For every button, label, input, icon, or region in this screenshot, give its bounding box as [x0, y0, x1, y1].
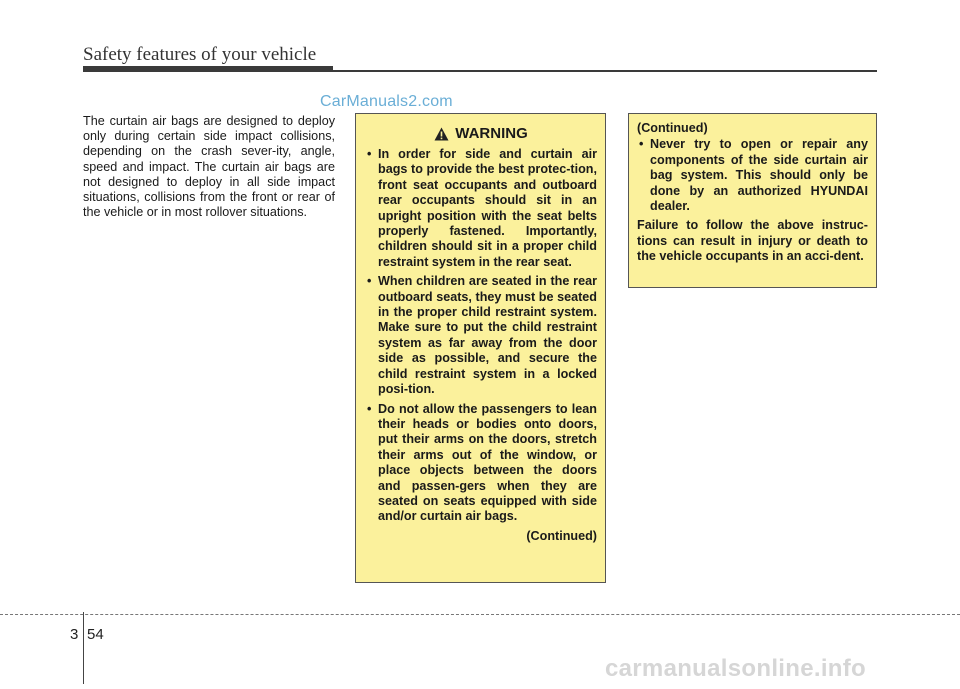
warning-heading-text: WARNING	[455, 125, 528, 143]
warning-heading	[365, 124, 597, 144]
footer-dashed-line	[0, 614, 960, 615]
footer-vertical-line	[83, 612, 84, 684]
warning-closing-text: Failure to follow the above instruc-tions can result in injury or death to the vehicle occupants in an acci-dent.	[637, 218, 868, 264]
chapter-number: 3	[70, 626, 79, 643]
warning-box-right	[628, 113, 877, 288]
warning-list-right	[637, 137, 868, 214]
header-bar-dark	[83, 66, 333, 72]
warning-triangle-icon	[434, 127, 449, 141]
page-number: 54	[87, 626, 104, 643]
warning-item: • In order for side and curtain air bags to provide the best protec-tion, front seat occupants and outboard rear occupants should sit in an upright position with the seat belts properly fastened. Importantly, children should sit in a proper child restraint system in the rear seat.	[365, 147, 597, 270]
warning-item: • When children are seated in the rear outboard seats, they must be seated in the proper child restraint system. Make sure to put the child restraint system as far away from the door side as possible, and secure the child restraint system in a locked posi-tion.	[365, 274, 597, 397]
body-paragraph: The curtain air bags are designed to deploy only during certain side impact collisions, depending on the crash sever-ity, angle, speed and impact. The curtain air bags are not designed to deploy in all side impact situations, collisions from the front or rear of the vehicle or in most rollover situations.	[83, 114, 335, 220]
continued-label: (Continued)	[637, 121, 708, 135]
header-bar-thin	[333, 70, 877, 72]
warning-box-left	[355, 113, 606, 583]
warning-list-left	[365, 147, 597, 525]
continued-label: (Continued)	[526, 528, 597, 543]
watermark-bottom: carmanualsonline.info	[605, 655, 867, 682]
watermark-top: CarManuals2.com	[320, 93, 453, 110]
warning-item: • Do not allow the passengers to lean their heads or bodies onto doors, put their arms on the doors, stretch their arms out of the window, or place objects between the doors and passen-gers when they are seated on seats equipped with side and/or curtain air bags.	[365, 402, 597, 525]
warning-item: • Never try to open or repair any components of the side curtain air bag system. This should only be done by an authorized HYUNDAI dealer.	[637, 137, 868, 214]
header-title: Safety features of your vehicle	[83, 44, 317, 65]
